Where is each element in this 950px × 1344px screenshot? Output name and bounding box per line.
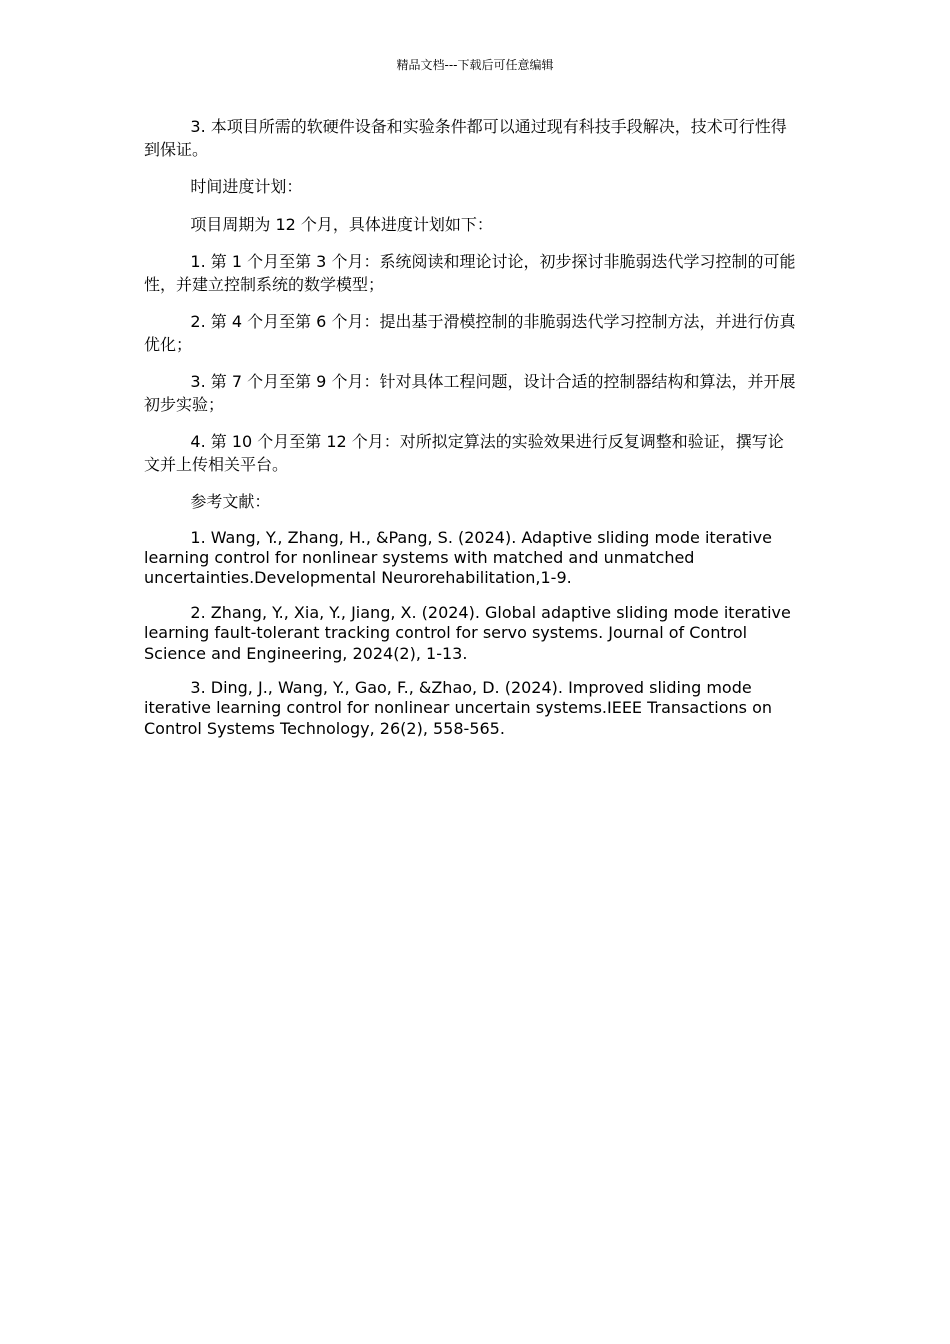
schedule-heading: 时间进度计划：: [190, 177, 303, 196]
reference-item-2: 2. Zhang, Y., Xia, Y., Jiang, X. (2024). Global adaptive sliding mode iterative learning fault-tolerant tracking control for servo systems. Journal of Control Science and Engineering, 2024(2), 1-13.: [144, 602, 791, 663]
schedule-item-3: 3. 第 7 个月至第 9 个月：针对具体工程问题，设计合适的控制器结构和算法，并开展初步实验；: [144, 372, 796, 414]
feasibility-item-3: 3. 本项目所需的软硬件设备和实验条件都可以通过现有科技手段解决，技术可行性得到保证。: [144, 117, 787, 159]
schedule-item-2: 2. 第 4 个月至第 6 个月：提出基于滑模控制的非脆弱迭代学习控制方法，并进行仿真优化；: [144, 312, 796, 354]
document-body: [144, 116, 799, 739]
schedule-item-4: 4. 第 10 个月至第 12 个月：对所拟定算法的实验效果进行反复调整和验证，撰写论文并上传相关平台。: [144, 432, 784, 474]
page-header: 精品文档---下载后可任意编辑: [396, 58, 554, 72]
references-heading: 参考文献：: [190, 492, 271, 511]
schedule-item-1: 1. 第 1 个月至第 3 个月：系统阅读和理论讨论，初步探讨非脆弱迭代学习控制的可能性，并建立控制系统的数学模型；: [144, 252, 796, 294]
reference-item-1: 1. Wang, Y., Zhang, H., &Pang, S. (2024). Adaptive sliding mode iterative learning control for nonlinear systems with matched and unmatched uncertainties.Developmental Neurorehabilitation,1-9.: [144, 527, 772, 588]
reference-item-3: 3. Ding, J., Wang, Y., Gao, F., &Zhao, D. (2024). Improved sliding mode iterative learning control for nonlinear uncertain systems.IEEE Transactions on Control Systems Technology, 26(2), 558-565.: [144, 677, 772, 738]
schedule-intro: 项目周期为 12 个月，具体进度计划如下：: [190, 214, 493, 234]
